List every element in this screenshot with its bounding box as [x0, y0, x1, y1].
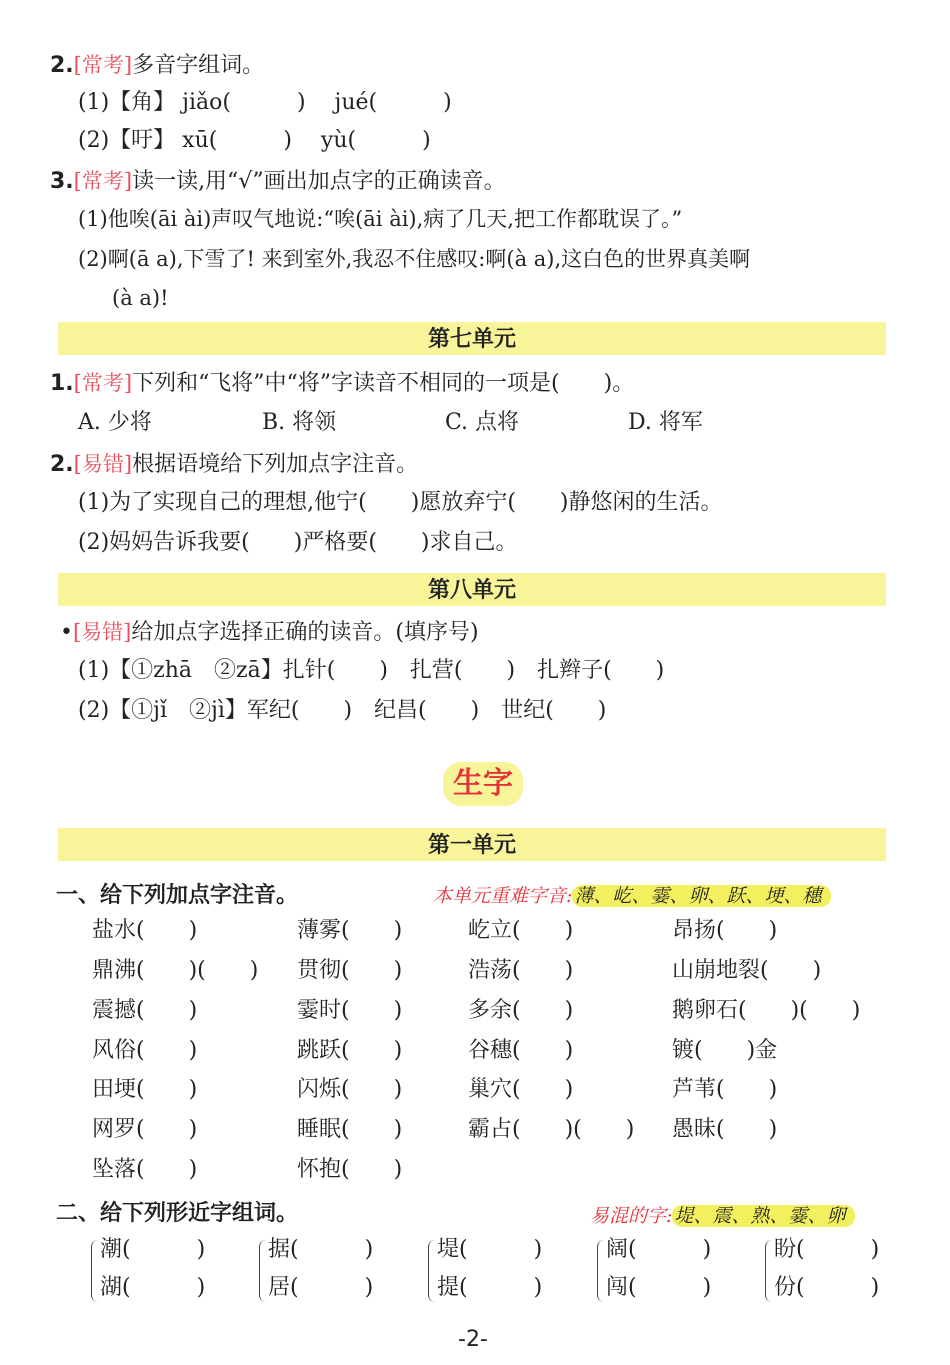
- grid-cell: 芦苇( ): [672, 1077, 778, 1102]
- question-text: 给加点字选择正确的读音。(填序号): [131, 620, 479, 645]
- pair-item: 居( ): [268, 1275, 374, 1300]
- unit-7-q2-line-1: (1)为了实现自己的理想,他宁( )愿放弃宁( )静悠闲的生活。: [78, 490, 723, 515]
- question-text: 多音字组词。: [132, 53, 265, 78]
- grid-cell: 闪烁( ): [297, 1077, 403, 1102]
- bullet: •: [60, 620, 73, 645]
- question-text: 读一读,用“√”画出加点字的正确读音。: [132, 169, 506, 194]
- brace-mark: [597, 1240, 604, 1302]
- question-number: 2.: [50, 452, 74, 477]
- unit-8-title: 第八单元: [427, 577, 516, 603]
- tag-label: [常考]: [73, 53, 133, 77]
- grid-cell: 坠落( ): [92, 1157, 198, 1182]
- note-label: 本单元重难字音:: [433, 885, 573, 907]
- pair-item: 阔( ): [606, 1237, 712, 1262]
- option-a: A. 少将: [78, 410, 152, 435]
- unit-8-banner: [58, 573, 886, 606]
- grid-cell: 屹立( ): [468, 918, 574, 943]
- tag-label: [常考]: [73, 169, 133, 193]
- brace-mark: [765, 1240, 772, 1302]
- tag-label: [易错]: [73, 452, 133, 476]
- unit-7-title: 第七单元: [427, 326, 516, 352]
- exercise-1-heading: 一、给下列加点字注音。: [56, 883, 299, 908]
- pair-item: 据( ): [268, 1237, 374, 1262]
- question-number: 3.: [50, 169, 74, 194]
- option-d: D. 将军: [628, 410, 703, 435]
- tag-label: [常考]: [73, 371, 133, 395]
- pair-item: 堤( ): [437, 1237, 543, 1262]
- section-title: 生字: [453, 766, 513, 801]
- grid-cell: 霸占( )( ): [468, 1117, 635, 1142]
- option-c: C. 点将: [445, 410, 520, 435]
- pair-item: 盼( ): [774, 1237, 880, 1262]
- pair-item: 湖( ): [100, 1275, 206, 1300]
- option-b: B. 将领: [262, 410, 337, 435]
- question-text: 根据语境给下列加点字注音。: [132, 452, 419, 477]
- difficult-chars-note: [433, 881, 831, 908]
- unit-7-banner: [58, 322, 886, 355]
- question-3-line-1: (1)他唉(āi ài)声叹气地说:“唉(āi ài),病了几天,把工作都耽误了。”: [78, 207, 683, 231]
- confusable-chars-note: [590, 1201, 855, 1228]
- tag-label: [易错]: [72, 620, 132, 644]
- section-title-badge: [443, 762, 523, 806]
- grid-cell: 鹅卵石( )( ): [672, 998, 861, 1023]
- question-3-header: [50, 166, 506, 197]
- grid-cell: 山崩地裂( ): [672, 958, 822, 983]
- grid-cell: 愚昧( ): [672, 1117, 778, 1142]
- grid-cell: 田埂( ): [92, 1077, 198, 1102]
- grid-cell: 昂扬( ): [672, 918, 778, 943]
- grid-cell: 镀( )金: [672, 1038, 778, 1063]
- brace-mark: [259, 1240, 266, 1302]
- grid-cell: 贯彻( ): [297, 958, 403, 983]
- question-number: 1.: [50, 371, 74, 396]
- brace-mark: [428, 1240, 435, 1302]
- grid-cell: 浩荡( ): [468, 958, 574, 983]
- question-text: 下列和“飞将”中“将”字读音不相同的一项是( )。: [132, 371, 635, 396]
- unit-8-question: [60, 617, 479, 648]
- note-chars: 薄、屹、霎、卵、跃、埂、穗: [572, 885, 831, 907]
- grid-cell: 风俗( ): [92, 1038, 198, 1063]
- page-number: -2-: [458, 1327, 488, 1352]
- question-2-line-1: (1)【角】 jiǎo( ) jué( ): [78, 90, 452, 115]
- unit-8-line-2: (2)【①jǐ ②jì】军纪( ) 纪昌( ) 世纪( ): [78, 698, 607, 723]
- note-label: 易混的字:: [590, 1205, 673, 1227]
- grid-cell: 鼎沸( )( ): [92, 958, 259, 983]
- exercise-2-heading: 二、给下列形近字组词。: [56, 1201, 299, 1226]
- unit-7-question-1: [50, 368, 634, 399]
- grid-cell: 薄雾( ): [297, 918, 403, 943]
- unit-1-title: 第一单元: [427, 832, 516, 858]
- grid-cell: 谷穗( ): [468, 1038, 574, 1063]
- question-3-line-3: (à a)!: [112, 286, 169, 310]
- unit-7-q2-line-2: (2)妈妈告诉我要( )严格要( )求自己。: [78, 530, 518, 555]
- brace-mark: [91, 1240, 98, 1302]
- grid-cell: 睡眠( ): [297, 1117, 403, 1142]
- note-chars: 堤、震、熟、霎、卵: [672, 1205, 855, 1227]
- grid-cell: 网罗( ): [92, 1117, 198, 1142]
- grid-cell: 震撼( ): [92, 998, 198, 1023]
- grid-cell: 霎时( ): [297, 998, 403, 1023]
- question-number: 2.: [50, 53, 74, 78]
- grid-cell: 盐水( ): [92, 918, 198, 943]
- question-2-header: [50, 50, 264, 81]
- question-2-line-2: (2)【吁】 xū( ) yù( ): [78, 128, 431, 153]
- unit-8-line-1: (1)【①zhā ②zā】扎针( ) 扎营( ) 扎辫子( ): [78, 658, 665, 683]
- grid-cell: 巢穴( ): [468, 1077, 574, 1102]
- grid-cell: 跳跃( ): [297, 1038, 403, 1063]
- grid-cell: 怀抱( ): [297, 1157, 403, 1182]
- unit-1-banner: [58, 828, 886, 861]
- grid-cell: 多余( ): [468, 998, 574, 1023]
- pair-item: 提( ): [437, 1275, 543, 1300]
- pair-item: 份( ): [774, 1275, 880, 1300]
- pair-item: 潮( ): [100, 1237, 206, 1262]
- pair-item: 闯( ): [606, 1275, 712, 1300]
- question-3-line-2: (2)啊(ā a),下雪了! 来到室外,我忍不住感叹:啊(à a),这白色的世界真美啊: [78, 247, 751, 271]
- unit-7-question-2: [50, 449, 418, 480]
